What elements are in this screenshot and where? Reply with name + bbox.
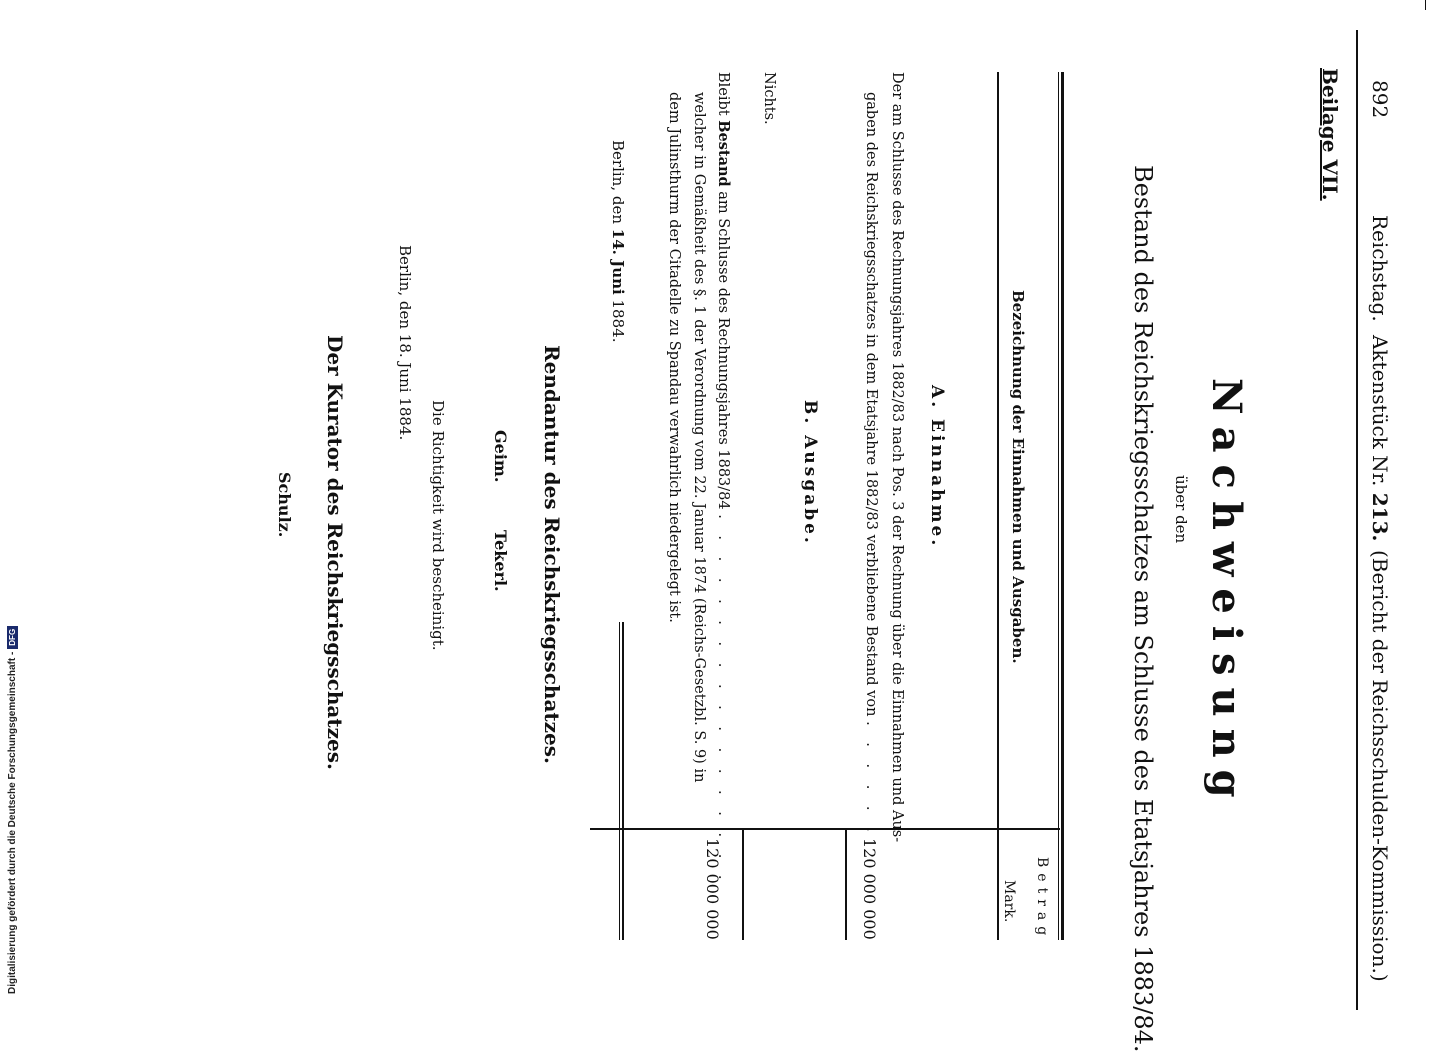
balance-bold: Bestand — [715, 120, 732, 187]
balance-line2: welcher in Gemäßheit des §. 1 der Verordnung vom 22. Januar 1874 (Reichs-Gesetzbl. S. 9) in — [691, 92, 707, 783]
signature2-certified: Die Richtigkeit wird bescheinigt. — [429, 400, 447, 651]
header-report: (Bericht der Reichsschulden-Kommission.) — [1368, 550, 1392, 982]
header-document-number: 213. — [1368, 492, 1392, 542]
section-a-rule — [845, 828, 847, 940]
signature1-day: 14. Juni — [609, 228, 627, 295]
balance-dots: . . . . . . . . . . . . . . . . . . — [715, 514, 731, 886]
right-edge-mark — [1425, 0, 1426, 10]
table-bottom-rule — [622, 622, 624, 940]
appendix-label: Beilage VII. — [1318, 68, 1342, 201]
table-top-rule — [1061, 72, 1064, 940]
section-a-title: A. Einnahme. — [927, 385, 947, 549]
section-b-none: Nichts. — [761, 72, 777, 125]
section-a-amount: 120 000 000 — [860, 838, 879, 940]
section-a-dots: . . . . . . — [863, 721, 879, 838]
header-rule — [1356, 30, 1358, 1010]
page-number: 892 — [1368, 80, 1392, 119]
section-a-line2 — [863, 92, 879, 838]
signature1-year: 1884. — [609, 299, 627, 343]
signature2-place-date: Berlin, den 18. Juni 1884. — [396, 245, 414, 441]
signature1-name2: Tekerl. — [491, 530, 510, 592]
signature2-office: Der Kurator des Reichskriegsschatzes. — [323, 335, 347, 770]
balance-line1 — [715, 72, 732, 886]
title-sub: über den — [1172, 475, 1190, 544]
section-b-title: B. Ausgabe. — [800, 400, 820, 546]
credit-text: Digitalisierung gefördert durch die Deutsche Forschungsgemeinschaft - — [7, 651, 18, 994]
document-title: Nachweisung — [1203, 378, 1250, 810]
balance-top-rule — [742, 828, 744, 940]
balance-amount: 120 000 000 — [703, 838, 722, 940]
table-bottom-rule-inner — [619, 622, 620, 940]
dfg-logo: DFG — [7, 626, 18, 649]
column-divider — [590, 828, 1060, 830]
balance-rest: am Schlusse des Rechnungsjahres 1883/84 — [715, 191, 731, 510]
col-description-header: Bezeichnung der Einnahmen und Ausgaben. — [1009, 290, 1027, 664]
header-document — [1368, 335, 1392, 541]
signature1-place: Berlin, den — [609, 140, 627, 225]
col-amount-header: Betrag — [1034, 857, 1050, 942]
section-a-line2-text: gaben des Reichskriegsschatzes in dem Etatsjahre 1882/83 verbliebene Bestand von — [863, 92, 879, 717]
header-bottom-rule — [997, 72, 999, 940]
signature1-place-date — [609, 140, 627, 342]
signature1-name1: Geim. — [491, 430, 510, 483]
signature2-name: Schulz. — [275, 472, 294, 538]
document-subtitle: Bestand des Reichskriegsschatzes am Schlusse des Etatsjahres 1883/84. — [1129, 165, 1157, 1053]
col-unit-header: Mark. — [1001, 880, 1017, 923]
balance-line3: dem Julinsthurm der Citadelle zu Spandau verwahrlich niedergelegt ist. — [666, 92, 682, 623]
balance-prefix: Bleibt — [715, 72, 731, 116]
signature1-office: Rendantur des Reichskriegsschatzes. — [540, 345, 564, 764]
section-a-line1: Der am Schlusse des Rechnungsjahres 1882/83 nach Pos. 3 der Rechnung über die Einnahmen und Aus- — [889, 72, 905, 843]
table-top-rule-inner — [1058, 72, 1059, 940]
header-document-label: Aktenstück Nr. — [1368, 335, 1392, 487]
header-parliament: Reichstag. — [1368, 215, 1392, 322]
